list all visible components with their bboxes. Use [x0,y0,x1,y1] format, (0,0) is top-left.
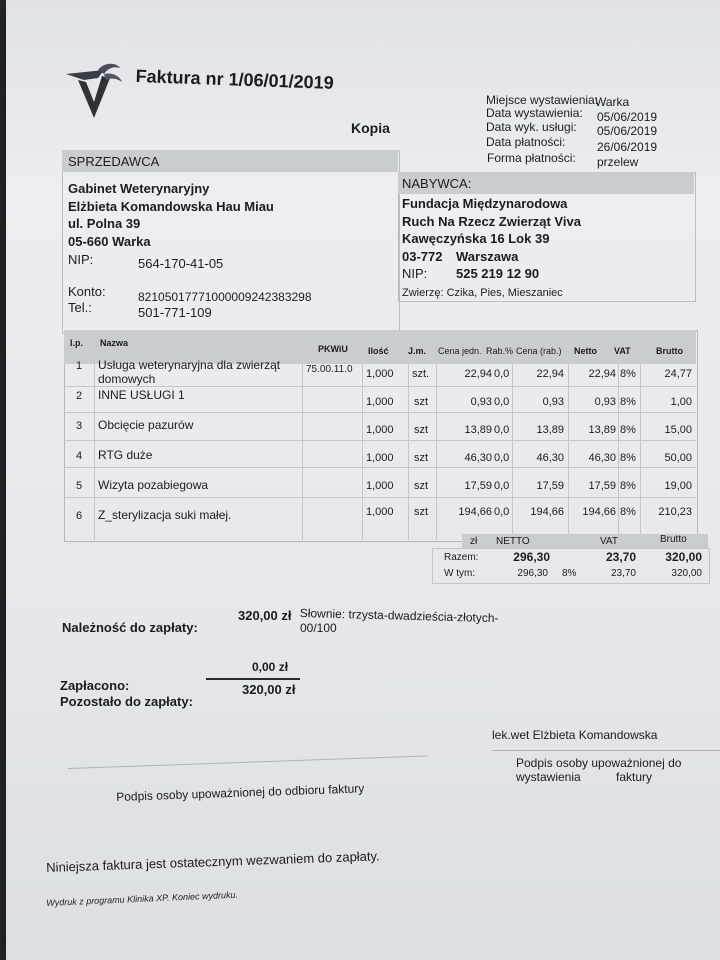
row1-qty: 1,000 [366,368,394,380]
row5-discount: 0,0 [494,480,510,492]
summary-head-vat: VAT [600,536,618,547]
meta-value-issue-date: 05/06/2019 [597,110,658,124]
grid-line [64,497,696,498]
row1-price: 22,94 [464,368,492,380]
meta-label-place: Miejsce wystawienia: [486,93,599,107]
receiver-caption: Podpis osoby upoważnionej do odbioru faktury [116,781,365,804]
row4-qty: 1,000 [366,452,394,464]
grid-line [64,412,696,413]
row2-net: 0,93 [594,396,616,408]
summary-head-gross: Brutto [660,534,687,545]
final-notice: Niniejsza faktura jest ostatecznym wezwaniem do zapłaty. [46,848,380,875]
clinic-logo-icon [64,60,128,122]
row3-gross: 15,00 [664,424,692,436]
summary-wtym-vat: 23,70 [610,568,636,579]
buyer-nip-label: NIP: [402,266,428,281]
row5-gross: 19,00 [664,480,692,492]
grid-line [64,386,696,387]
seller-name-1: Gabinet Weterynaryjny [68,181,210,196]
row5-qty: 1,000 [366,480,394,492]
row1-name-cont: domowych [98,372,156,386]
row6-price-disc: 194,66 [530,506,564,518]
row6-gross: 210,23 [658,506,692,518]
row1-lp: 1 [76,360,83,372]
meta-label-issue-date: Data wystawienia: [486,106,583,120]
amount-due-value: 320,00 zł [238,608,292,623]
row3-vat: 8% [620,424,636,436]
row4-price: 46,30 [464,452,492,464]
row6-vat: 8% [620,506,636,518]
row2-vat: 8% [620,396,636,408]
summary-total-vat: 23,70 [605,550,636,564]
row5-price-disc: 17,59 [536,480,564,492]
row4-unit: szt [414,452,429,464]
meta-label-payment-method: Forma płatności: [487,151,576,165]
row3-net: 13,89 [588,424,616,436]
issuer-sign-line [492,750,720,751]
seller-tel-label: Tel.: [68,300,92,315]
grid-line [362,364,363,540]
meta-value-payment-method: przelew [597,155,639,169]
meta-value-payment-date: 26/06/2019 [597,140,658,154]
col-price-disc: Cena (rab.) [516,346,562,356]
seller-header: SPRZEDAWCA [68,154,160,169]
row2-price-disc: 0,93 [542,396,564,408]
row3-name: Obcięcie pazurów [98,418,194,432]
grid-line [64,440,696,441]
row3-price: 13,89 [464,424,492,436]
row5-name: Wizyta pozabiegowa [98,478,209,492]
issuer-caption: Podpis osoby upoważnionej do wystawienia [516,756,682,784]
row1-name: Usługa weterynaryjna dla zwierząt [98,358,281,372]
row5-net: 17,59 [588,480,616,492]
paid-value: 0,00 zł [252,660,289,674]
row4-name: RTG duże [98,448,153,462]
col-pkwiu: PKWiU [318,344,348,354]
sum-divider [206,678,300,680]
copy-label: Kopia [351,120,390,136]
remaining-value: 320,00 zł [242,682,296,697]
printout-note: Wydruk z programu Klinika XP. Koniec wydruku. [46,889,239,908]
row5-unit: szt [414,480,429,492]
amount-due-label: Należność do zapłaty: [62,620,198,635]
receiver-sign-line [68,755,428,769]
summary-currency: zł [470,536,478,547]
row6-name: Z_sterylizacja suki małej. [98,508,232,522]
seller-name-2: Elżbieta Komandowska Hau Miau [68,199,274,214]
col-unit: J.m. [408,346,427,356]
meta-value-service-date: 05/06/2019 [597,124,658,138]
col-qty: Ilość [368,346,389,356]
seller-tel: 501-771-109 [138,305,212,320]
amount-in-words: Słownie: trzysta-dwadzieścia-złotych- [299,606,499,626]
row3-discount: 0,0 [494,424,510,436]
row3-price-disc: 13,89 [536,424,564,436]
row1-unit: szt. [412,368,430,380]
paid-label: Zapłacono: [60,678,130,693]
row4-net: 46,30 [588,452,616,464]
summary-total-label: Razem: [444,552,479,563]
row2-name: INNE USŁUGI 1 [98,388,185,402]
row6-discount: 0,0 [494,506,510,518]
buyer-nip: 525 219 12 90 [456,266,540,281]
seller-konto: 82105017771000009242383298 [138,290,312,304]
row4-gross: 50,00 [664,452,692,464]
summary-head-net: NETTO [496,536,530,547]
row1-gross: 24,77 [664,368,692,380]
col-vat: VAT [614,346,631,356]
row1-pkwiu: 75.00.11.0 [306,364,353,375]
meta-label-service-date: Data wyk. usługi: [486,120,577,134]
buyer-postcode: 03-772 [402,249,443,264]
buyer-street: Kawęczyńska 16 Lok 39 [402,231,550,246]
row2-discount: 0,0 [494,396,510,408]
grid-line [64,467,696,468]
col-net: Netto [574,346,597,356]
row3-unit: szt [414,424,429,436]
seller-street: ul. Polna 39 [68,216,141,231]
buyer-name-1: Fundacja Międzynarodowa [402,196,568,211]
amount-in-words-cont: 00/100 [300,621,337,635]
invoice-title: Faktura nr 1/06/01/2019 [135,66,335,93]
row4-lp: 4 [76,450,83,462]
buyer-header: NABYWCA: [402,176,472,191]
remaining-label: Pozostało do zapłaty: [60,694,193,709]
row5-price: 17,59 [464,480,492,492]
row6-net: 194,66 [582,506,616,518]
meta-label-payment-date: Data płatności: [486,135,566,149]
summary-wtym-net: 296,30 [517,568,548,579]
meta-value-place: Warka [595,95,630,109]
row4-vat: 8% [620,452,636,464]
invoice-paper [6,0,720,960]
grid-line [302,364,303,540]
row6-lp: 6 [76,510,83,522]
row2-qty: 1,000 [366,396,394,408]
summary-wtym-rate: 8% [562,568,577,579]
row2-gross: 1,00 [670,396,692,408]
row2-price: 0,93 [470,396,492,408]
seller-nip: 564-170-41-05 [138,256,224,271]
row1-net: 22,94 [588,368,616,380]
col-lp: l.p. [70,338,83,348]
seller-konto-label: Konto: [68,284,106,299]
row6-qty: 1,000 [366,506,394,518]
grid-line [408,364,409,540]
row1-discount: 0,0 [494,368,510,380]
seller-nip-label: NIP: [68,252,94,267]
row3-lp: 3 [76,420,83,432]
row2-unit: szt [414,396,429,408]
summary-wtym-gross: 320,00 [671,568,702,579]
seller-city: 05-660 Warka [68,234,151,249]
row1-price-disc: 22,94 [536,368,564,380]
summary-total-net: 296,30 [513,550,550,564]
grid-line [618,364,619,540]
row4-price-disc: 46,30 [536,452,564,464]
buyer-city: Warszawa [456,249,519,264]
row1-vat: 8% [620,368,636,380]
summary-wtym-label: W tym: [444,568,476,579]
grid-line [436,364,437,540]
row5-lp: 5 [76,480,83,492]
row5-vat: 8% [620,480,636,492]
issuer-caption-cont: faktury [616,770,653,784]
buyer-name-2: Ruch Na Rzecz Zwierząt Viva [402,214,581,229]
row4-discount: 0,0 [494,452,510,464]
row6-price: 194,66 [458,506,492,518]
row2-lp: 2 [76,390,83,402]
issuer-name: lek.wet Elżbieta Komandowska [492,728,658,742]
col-gross: Brutto [656,346,683,356]
buyer-animals: Zwierzę: Czika, Pies, Mieszaniec [402,287,563,299]
col-discount: Rab.% [486,346,514,356]
summary-total-gross: 320,00 [665,550,702,564]
row3-qty: 1,000 [366,424,394,436]
grid-line [94,356,95,540]
col-name: Nazwa [100,338,129,348]
row6-unit: szt [414,506,429,518]
grid-line [640,364,641,540]
col-price: Cena jedn. [438,346,482,356]
